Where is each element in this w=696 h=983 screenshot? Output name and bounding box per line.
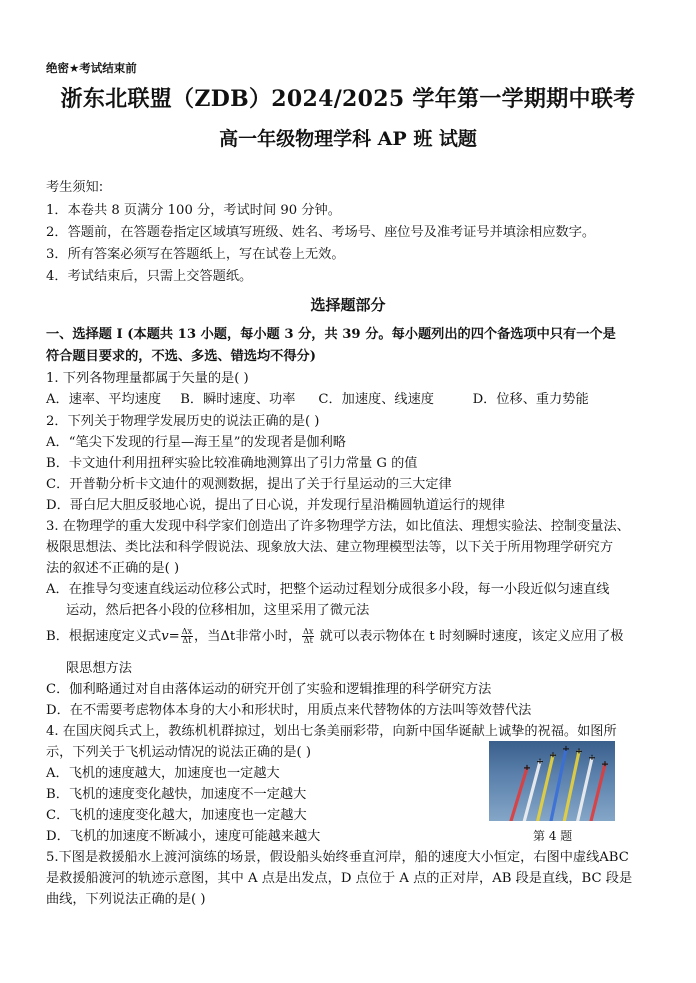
plane-icon bbox=[602, 761, 608, 766]
fraction-dx-dt bbox=[302, 628, 314, 645]
equals-sign: = bbox=[168, 629, 180, 644]
section-instruction: 一、选择题 I (本题共 13 小题，每小题 3 分，共 39 分。每小题列出的四个备选项中只有一个是 bbox=[46, 327, 616, 342]
question-3-stem: 法的叙述不正确的是( ) bbox=[46, 561, 180, 576]
question-1-options bbox=[46, 392, 589, 408]
fraction-numerator: Δx bbox=[181, 627, 193, 636]
notice-heading: 考生须知: bbox=[46, 180, 104, 195]
q1-option-c: C．加速度、线速度 bbox=[318, 392, 434, 407]
section-instruction: 符合题目要求的，不选、多选、错选均不得分) bbox=[46, 349, 316, 364]
question-2-stem: 2．下列关于物理学发展历史的说法正确的是( ) bbox=[46, 414, 320, 429]
secret-label: 绝密★考试结束前 bbox=[46, 61, 137, 75]
plane-icon bbox=[576, 748, 582, 753]
notice-item: 3．所有答案必须写在答题纸上，写在试卷上无效。 bbox=[46, 247, 345, 262]
velocity-symbol: v bbox=[161, 629, 169, 644]
question-3-stem: 3. 在物理学的重大发现中科学家们创造出了许多物理学方法，如比值法、理想实验法、控制变量法、 bbox=[46, 519, 630, 534]
question-4-stem: 4. 在国庆阅兵式上，教练机机群掠过，划出七条美丽彩带，向新中国华诞献上诚挚的祝福。如图所 bbox=[46, 724, 617, 739]
plane-icon bbox=[537, 759, 543, 764]
question-1-stem: 1. 下列各物理量都属于矢量的是( ) bbox=[46, 371, 249, 386]
fraction-denominator: Δt bbox=[182, 636, 192, 645]
smoke-trail bbox=[511, 768, 527, 821]
q3-option-a-cont: 运动，然后把各小段的位移相加，这里采用了微元法 bbox=[66, 603, 370, 618]
q3-option-b-cont: 限思想方法 bbox=[66, 661, 132, 676]
notice-item: 1．本卷共 8 页满分 100 分，考试时间 90 分钟。 bbox=[46, 203, 341, 218]
notice-item: 4．考试结束后，只需上交答题纸。 bbox=[46, 269, 253, 284]
q3-option-d: D．在不需要考虑物体本身的大小和形状时，用质点来代替物体的方法叫等效替代法 bbox=[46, 703, 532, 718]
q4-option-d: D．飞机的加速度不断减小，速度可能越来越大 bbox=[46, 829, 321, 844]
notice-item: 2．答题前，在答题卷指定区域填写班级、姓名、考场号、座位号及准考证号并填涂相应数字。 bbox=[46, 225, 596, 240]
question-5-stem: 5.下图是救援船水上渡河演练的场景，假设船头始终垂直河岸，船的速度大小恒定，右图中虚线ABC bbox=[46, 850, 629, 865]
question-5-stem: 是救援船渡河的轨迹示意图，其中 A 点是出发点，D 点位于 A 点的正对岸，AB 段是直线，BC 段是 bbox=[46, 871, 633, 886]
exam-subtitle: 高一年级物理学科 AP 班 试题 bbox=[219, 128, 477, 150]
q2-option-d: D．哥白尼大胆反驳地心说，提出了日心说，并发现行星沿椭圆轨道运行的规律 bbox=[46, 498, 505, 513]
question-5-stem: 曲线，下列说法正确的是( ) bbox=[46, 892, 206, 907]
q3-option-b bbox=[46, 628, 623, 645]
plane-icon bbox=[550, 752, 556, 757]
fraction-numerator: Δx bbox=[303, 627, 314, 636]
q2-option-b: B．卡文迪什利用扭秤实验比较准确地测算出了引力常量 G 的值 bbox=[46, 456, 418, 471]
q3-option-c: C．伽利略通过对自由落体运动的研究开创了实验和逻辑推理的科学研究方法 bbox=[46, 682, 492, 697]
q3-option-b-text: B．根据速度定义式 bbox=[46, 629, 162, 644]
q4-option-a: A．飞机的速度越大，加速度也一定越大 bbox=[46, 766, 280, 781]
q3-option-b-text: ，当Δt非常小时， bbox=[194, 629, 302, 644]
q2-option-a: A．“笔尖下发现的行星—海王星”的发现者是伽利略 bbox=[46, 435, 346, 450]
fraction-dx-dt bbox=[181, 628, 193, 645]
q2-option-c: C．开普勒分析卡文迪什的观测数据，提出了关于行星运动的三大定律 bbox=[46, 477, 452, 492]
smoke-trail bbox=[578, 758, 592, 821]
q4-option-b: B．飞机的速度变化越快，加速度不一定越大 bbox=[46, 787, 307, 802]
plane-icon bbox=[524, 765, 530, 770]
question-4-stem: 示，下列关于飞机运动情况的说法正确的是( ) bbox=[46, 745, 312, 760]
smoke-trails bbox=[489, 741, 615, 821]
airshow-photo bbox=[489, 741, 615, 821]
smoke-trail bbox=[591, 764, 605, 821]
q1-option-b: B．瞬时速度、功率 bbox=[180, 392, 296, 407]
smoke-trail bbox=[564, 751, 579, 821]
exam-title: 浙东北联盟（ZDB）2024/2025 学年第一学期期中联考 bbox=[60, 86, 636, 112]
q3-option-b-text: 就可以表示物体在 t 时刻瞬时速度，该定义应用了极 bbox=[315, 629, 624, 644]
q3-option-a: A．在推导匀变速直线运动位移公式时，把整个运动过程划分成很多小段，每一小段近似匀速直线 bbox=[46, 582, 610, 597]
plane-icon bbox=[563, 746, 569, 751]
q1-option-d: D．位移、重力势能 bbox=[472, 392, 589, 407]
q4-option-c: C．飞机的速度变化越大，加速度也一定越大 bbox=[46, 808, 307, 823]
section-title: 选择题部分 bbox=[310, 296, 386, 314]
fraction-denominator: Δt bbox=[303, 636, 313, 645]
figure-caption: 第 4 题 bbox=[533, 829, 573, 843]
question-3-stem: 极限思想法、类比法和科学假说法、现象放大法、建立物理模型法等，以下关于所用物理学研究方 bbox=[46, 540, 614, 555]
q1-option-a: A．速率、平均速度 bbox=[46, 392, 162, 407]
plane-icon bbox=[589, 755, 595, 760]
